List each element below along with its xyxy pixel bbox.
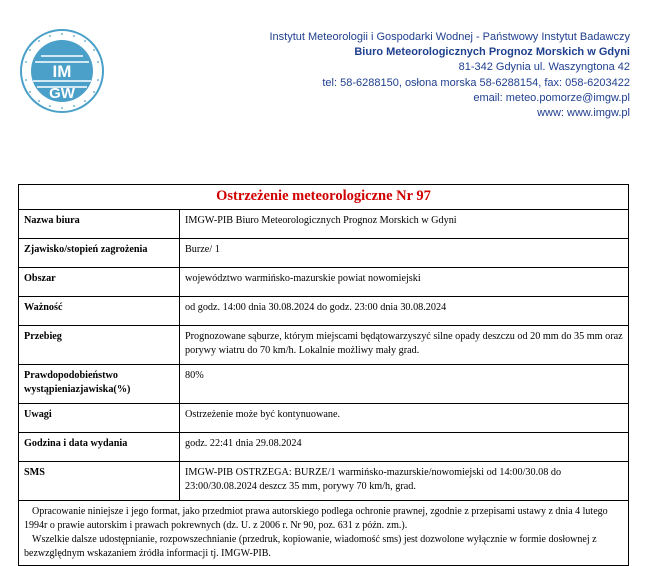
logo-text-top: IM xyxy=(52,62,72,81)
row-label: Nazwa biura xyxy=(19,210,180,239)
org-name: Instytut Meteorologii i Gospodarki Wodnej - Państwowy Instytut Badawczy xyxy=(269,31,630,43)
table-row xyxy=(19,239,629,268)
office-www: www: www.imgw.pl xyxy=(537,107,630,120)
row-label: Obszar xyxy=(19,268,180,297)
table-row xyxy=(19,268,629,297)
row-value: IMGW-PIB OSTRZEGA: BURZE/1 warmińsko-mazurskie/nowomiejski od 14:00/30.08 do 23:00/30.08.2024 deszcz 35 mm, porywy 70 km/h, grad. xyxy=(180,462,629,501)
row-label: Prawdopodobieństwo wystąpieniazjawiska(%) xyxy=(19,365,180,404)
row-value: województwo warmińsko-mazurskie powiat nowomiejski xyxy=(180,268,629,297)
row-value: IMGW-PIB Biuro Meteorologicznych Prognoz Morskich w Gdyni xyxy=(180,210,629,239)
row-value: Burze/ 1 xyxy=(180,239,629,268)
warning-title: Ostrzeżenie meteorologiczne Nr 97 xyxy=(19,185,629,210)
office-phone: tel: 58-6288150, osłona morska 58-6288154, fax: 058-6203422 xyxy=(322,76,630,89)
warning-table xyxy=(18,184,629,566)
row-label: Zjawisko/stopień zagrożenia xyxy=(19,239,180,268)
table-row xyxy=(19,404,629,433)
office-address: 81-342 Gdynia ul. Waszyngtona 42 xyxy=(458,61,630,74)
imgw-logo xyxy=(19,28,105,114)
table-row xyxy=(19,326,629,365)
row-value: od godz. 14:00 dnia 30.08.2024 do godz. 23:00 dnia 30.08.2024 xyxy=(180,297,629,326)
office-email: email: meteo.pomorze@imgw.pl xyxy=(473,91,630,104)
table-row xyxy=(19,297,629,326)
copyright-paragraph: Opracowanie niniejsze i jego format, jako przedmiot prawa autorskiego podlega ochronie prawnej, zgodnie z przepisami ustawy z dnia 4 lutego 1994r o prawie autorskim i prawach pokrewnych (dz. U. z 2006 r. Nr 90, poz. 631 z późn. zm.). xyxy=(24,506,608,531)
row-label: Godzina i data wydania xyxy=(19,433,180,462)
table-row xyxy=(19,433,629,462)
row-label: Uwagi xyxy=(19,404,180,433)
office-name: Biuro Meteorologicznych Prognoz Morskich w Gdyni xyxy=(354,46,630,59)
table-row xyxy=(19,365,629,404)
table-row xyxy=(19,462,629,501)
table-row xyxy=(19,210,629,239)
logo-text-bottom: GW xyxy=(49,85,75,102)
organization-info xyxy=(200,30,630,121)
redistribution-paragraph: Wszelkie dalsze udostępnianie, rozpowszechnianie (przedruk, kopiowanie, wiadomość sms) jest dozwolone wyłącznie w formie dosłownej z bezwzględnym wskazaniem źródła informacji tj. IMGW-PIB. xyxy=(24,534,597,559)
row-label: Ważność xyxy=(19,297,180,326)
row-label: Przebieg xyxy=(19,326,180,365)
row-value: Prognozowane sąburze, którym miejscami będątowarzyszyć silne opady deszczu od 20 mm do 35 mm oraz porywy wiatru do 70 km/h. Lokalnie możliwy mały grad. xyxy=(180,326,629,365)
row-value: 80% xyxy=(180,365,629,404)
row-value: Ostrzeżenie może być kontynuowane. xyxy=(180,404,629,433)
copyright-notice xyxy=(19,501,629,566)
row-label: SMS xyxy=(19,462,180,501)
row-value: godz. 22:41 dnia 29.08.2024 xyxy=(180,433,629,462)
